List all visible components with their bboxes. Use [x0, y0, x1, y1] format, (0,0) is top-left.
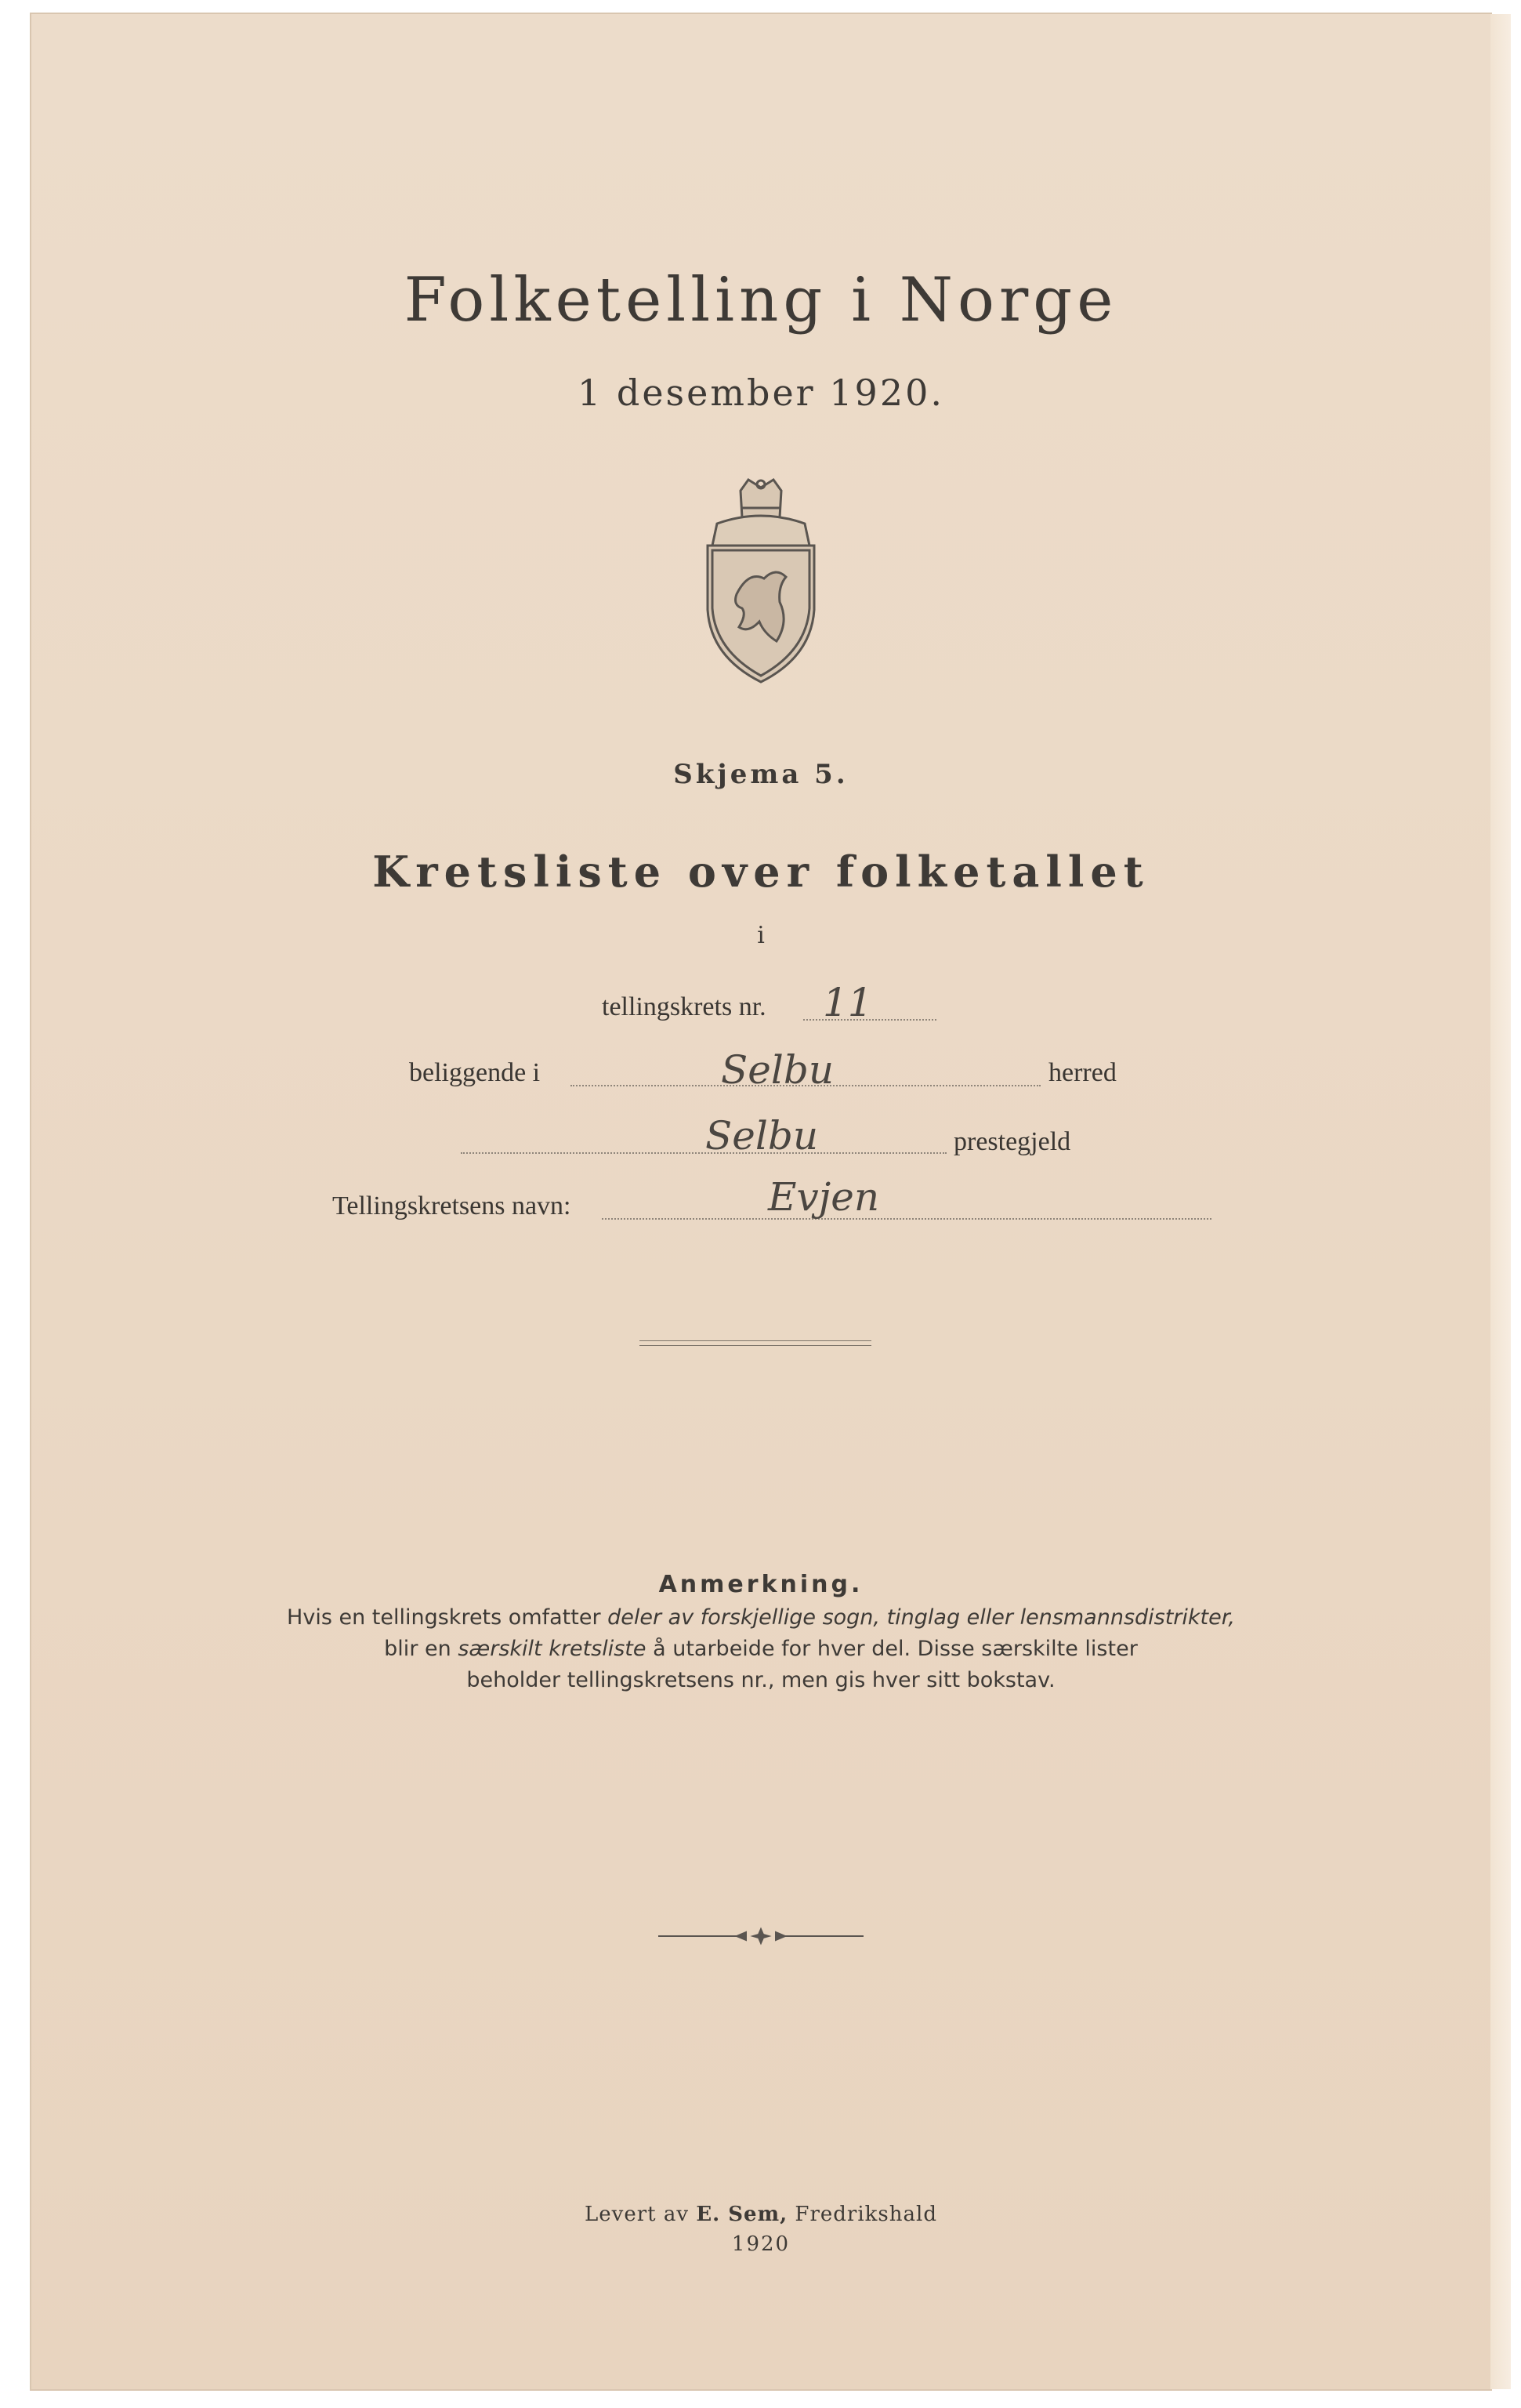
document-date: 1 desember 1920. — [578, 372, 944, 414]
remark-line-1: Hvis en tellingskrets omfatter deler av forskjellige sogn, tinglag eller lensmannsdistrikter, — [287, 1605, 1235, 1630]
form-heading: Kretsliste over folketallet — [372, 847, 1150, 897]
paper-edge — [1490, 14, 1511, 2389]
printer-year: 1920 — [731, 2232, 791, 2256]
beliggende-label: beliggende i — [409, 1058, 541, 1087]
krets-name-label: Tellingskretsens navn: — [332, 1191, 571, 1220]
krets-name-value: Evjen — [768, 1174, 880, 1220]
document-title: Folketelling i Norge — [404, 265, 1118, 335]
prestegjeld-value: Selbu — [705, 1113, 819, 1159]
krets-name-line — [602, 1218, 1211, 1220]
section-divider — [639, 1340, 871, 1346]
census-form-sheet — [31, 14, 1490, 2389]
prestegjeld-label: prestegjeld — [954, 1127, 1071, 1156]
prestegjeld-line — [461, 1152, 947, 1154]
remark-line-3: beholder tellingskretsens nr., men gis hver sitt bokstav. — [466, 1668, 1056, 1692]
herred-label: herred — [1048, 1058, 1117, 1087]
krets-number-label: tellingskrets nr. — [602, 992, 766, 1021]
remark-title: Anmerkning. — [658, 1571, 864, 1598]
norwegian-coat-of-arms-icon — [701, 477, 820, 688]
schema-number: Skjema 5. — [673, 759, 849, 790]
printer-credit: Levert av E. Sem, Fredrikshald — [585, 2203, 937, 2226]
beliggende-value: Selbu — [721, 1047, 835, 1093]
remark-line-2: blir en særskilt kretsliste å utarbeide for hver del. Disse særskilte lister — [384, 1637, 1138, 1661]
krets-number-value: 11 — [823, 980, 873, 1025]
ornament-divider-icon — [658, 1927, 864, 1946]
connector-word: i — [757, 922, 765, 949]
